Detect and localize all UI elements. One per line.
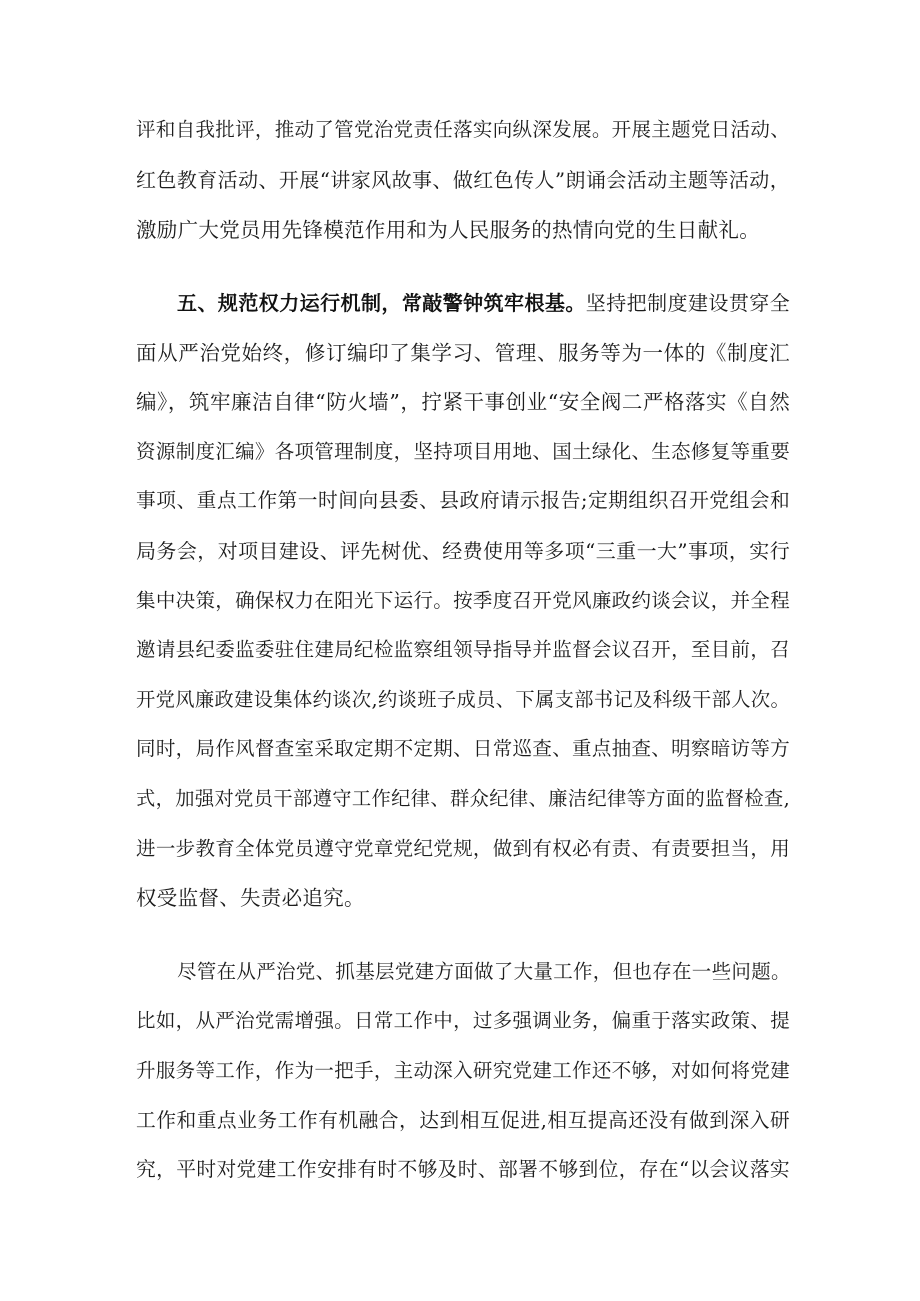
- paragraph-2-line-4: 资源制度汇编》各项管理制度，坚持项目用地、国土绿化、生态修复等重要: [136, 440, 790, 463]
- paragraph-2-line-13: 权受监督、失责必追究。: [136, 886, 365, 910]
- paragraph-2-line-11: 式，加强对党员干部遵守工作纪律、群众纪律、廉洁纪律等方面的监督检查,: [136, 787, 790, 810]
- paragraph-3-line-4: 工作和重点业务工作有机融合，达到相互促进,相互提高还没有做到深入研: [136, 1109, 790, 1132]
- paragraph-2-line-12: 进一步教育全体党员遵守党章党纪党规，做到有权必有责、有责要担当，用: [136, 837, 790, 860]
- paragraph-2-line-3: 编》，筑牢廉洁自律“防火墙”，拧紧干事创业“安全阀二严格落实《自然: [136, 390, 790, 414]
- section-heading: 五、规范权力运行机制，常敲警钟筑牢根基。: [177, 291, 586, 315]
- paragraph-2-line-10: 同时，局作风督查室采取定期不定期、日常巡查、重点抽查、明察暗访等方: [136, 737, 790, 760]
- paragraph-3-line-3: 升服务等工作，作为一把手，主动深入研究党建工作还不够，对如何将党建: [136, 1059, 790, 1082]
- paragraph-2-line-8: 邀请县纪委监委驻住建局纪检监察组领导指导并监督会议召开，至目前，召: [136, 638, 790, 661]
- paragraph-2-line-5: 事项、重点工作第一时间向县委、县政府请示报告;定期组织召开党组会和: [136, 489, 790, 512]
- paragraph-1-line-2: 红色教育活动、开展“讲家风故事、做红色传人”朗诵会活动主题等活动，: [136, 168, 790, 192]
- paragraph-3-line-1: 尽管在从严治党、抓基层党建方面做了大量工作，但也存在一些问题。: [177, 960, 791, 983]
- paragraph-2-first-line-rest: 坚持把制度建设贯穿全: [585, 291, 791, 315]
- paragraph-2-first-line: [177, 283, 790, 323]
- paragraph-3-line-2: 比如，从严治党需增强。日常工作中，过多强调业务，偏重于落实政策、提: [136, 1009, 790, 1032]
- paragraph-2-line-7: 集中决策，确保权力在阳光下运行。按季度召开党风廉政约谈会议，并全程: [136, 589, 790, 612]
- paragraph-2-line-2: 面从严治党始终，修订编印了集学习、管理、服务等为一体的《制度汇: [136, 341, 790, 365]
- paragraph-2-line-6: 局务会，对项目建设、评先树优、经费使用等多项“三重一大”事项，实行: [136, 539, 790, 563]
- paragraph-1-line-1: 评和自我批评，推动了管党治党责任落实向纵深发展。开展主题党日活动、: [136, 118, 790, 141]
- paragraph-1-line-3: 激励广大党员用先锋模范作用和为人民服务的热情向党的生日献礼。: [136, 218, 760, 242]
- paragraph-2-line-9: 开党风廉政建设集体约谈次,约谈班子成员、下属支部书记及科级干部人次。: [136, 688, 790, 711]
- paragraph-3-line-5: 究，平时对党建工作安排有时不够及时、部署不够到位，存在“以会议落实: [136, 1158, 790, 1181]
